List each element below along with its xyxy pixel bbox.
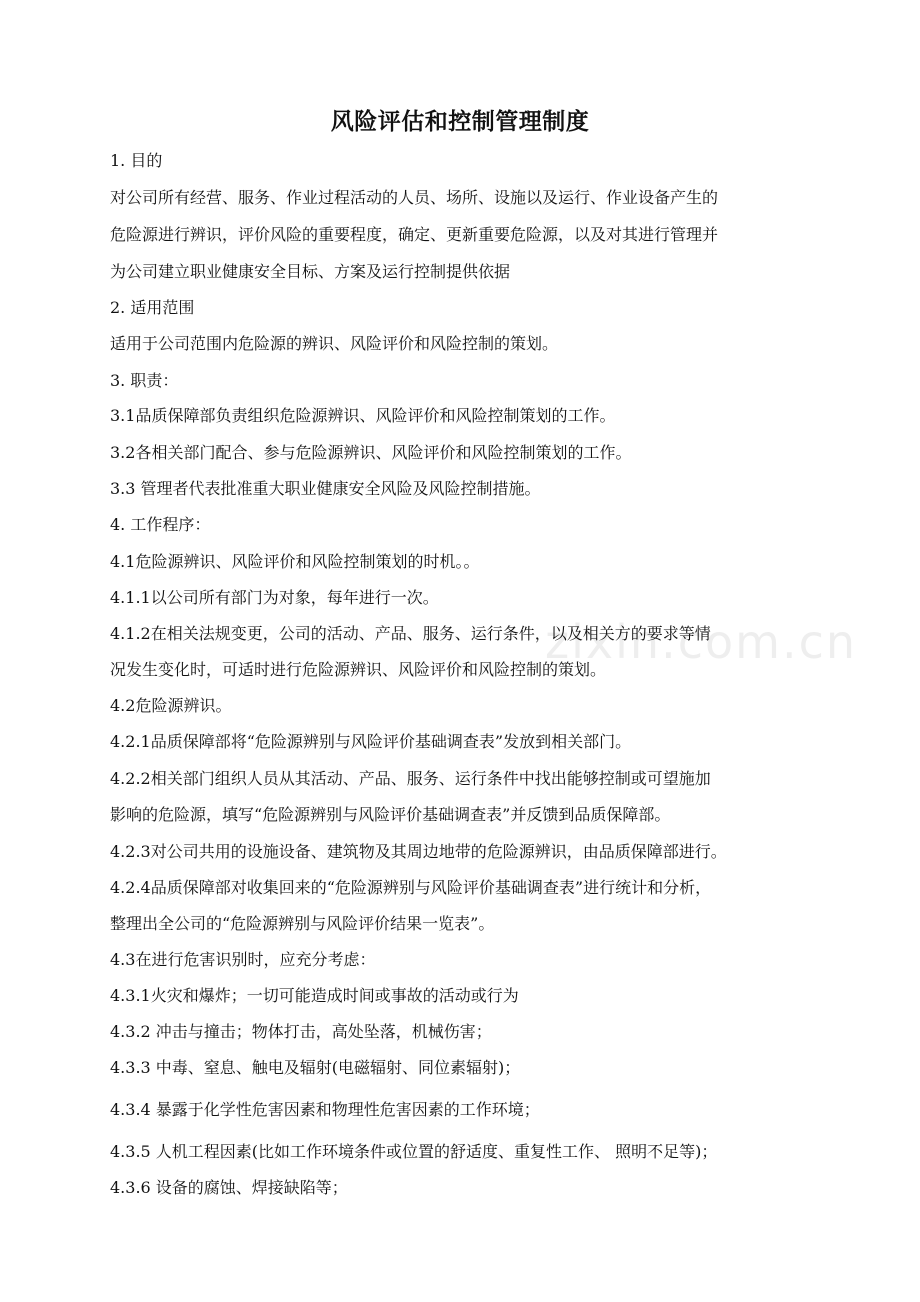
paragraph-line: 为公司建立职业健康安全目标、方案及运行控制提供依据 [110, 262, 511, 281]
paragraph-line: 4.2.1品质保障部将“危险源辨别与风险评价基础调查表”发放到相关部门。 [110, 732, 632, 751]
paragraph-line: 4.1.2在相关法规变更，公司的活动、产品、服务、运行条件，以及相关方的要求等情 [110, 624, 711, 643]
paragraph-line: 4.3.3 中毒、窒息、触电及辐射(电磁辐射、同位素辐射)； [110, 1058, 521, 1077]
paragraph-line: 4.2.2相关部门组织人员从其活动、产品、服务、运行条件中找出能够控制或可望施加 [110, 769, 711, 788]
paragraph-line: 4.3在进行危害识别时，应充分考虑： [110, 950, 376, 969]
section-heading-purpose: 1. 目的 [110, 151, 163, 170]
paragraph-line: 4.3.1火灾和爆炸；一切可能造成时间或事故的活动或行为 [110, 986, 519, 1005]
paragraph-line: 况发生变化时，可适时进行危险源辨识、风险评价和风险控制的策划。 [110, 660, 607, 679]
paragraph-line: 4.1危险源辨识、风险评价和风险控制策划的时机。。 [110, 552, 480, 571]
document-title: 风险评估和控制管理制度 [330, 108, 590, 135]
paragraph-line: 危险源进行辨识，评价风险的重要程度，确定、更新重要危险源，以及对其进行管理并 [110, 225, 719, 244]
paragraph-line: 影响的危险源，填写“危险源辨别与风险评价基础调查表”并反馈到品质保障部。 [110, 805, 671, 824]
section-heading-procedure: 4. 工作程序： [110, 515, 211, 534]
paragraph-line: 4.2.4品质保障部对收集回来的“危险源辨别与风险评价基础调查表”进行统计和分析， [110, 878, 712, 897]
paragraph-line: 4.3.2 冲击与撞击；物体打击，高处坠落，机械伤害； [110, 1022, 492, 1041]
paragraph-line: 3.3 管理者代表批准重大职业健康安全风险及风险控制措施。 [110, 479, 541, 498]
paragraph-line: 4.3.6 设备的腐蚀、焊接缺陷等； [110, 1178, 348, 1197]
paragraph-line: 4.1.1以公司所有部门为对象，每年进行一次。 [110, 588, 439, 607]
paragraph-line: 4.2.3对公司共用的设施设备、建筑物及其周边地带的危险源辨识，由品质保障部进行。 [110, 842, 727, 861]
paragraph-line: 整理出全公司的“危险源辨别与风险评价结果一览表”。 [110, 914, 495, 933]
paragraph-line: 3.2各相关部门配合、参与危险源辨识、风险评价和风险控制策划的工作。 [110, 443, 632, 462]
paragraph-line: 4.3.4 暴露于化学性危害因素和物理性危害因素的工作环境； [110, 1100, 540, 1119]
paragraph-line: 适用于公司范围内危险源的辨识、风险评价和风险控制的策划。 [110, 334, 559, 353]
paragraph-line: 4.2危险源辨识。 [110, 696, 232, 715]
watermark: zixin.com.cn [545, 615, 858, 669]
paragraph-line: 4.3.5 人机工程因素(比如工作环境条件或位置的舒适度、重复性工作、 照明不足等)； [110, 1142, 718, 1161]
section-heading-scope: 2. 适用范围 [110, 298, 195, 317]
paragraph-line: 3.1品质保障部负责组织危险源辨识、风险评价和风险控制策划的工作。 [110, 406, 616, 425]
paragraph-line: 对公司所有经营、服务、作业过程活动的人员、场所、设施以及运行、作业设备产生的 [110, 188, 719, 207]
section-heading-duties: 3. 职责： [110, 371, 179, 390]
